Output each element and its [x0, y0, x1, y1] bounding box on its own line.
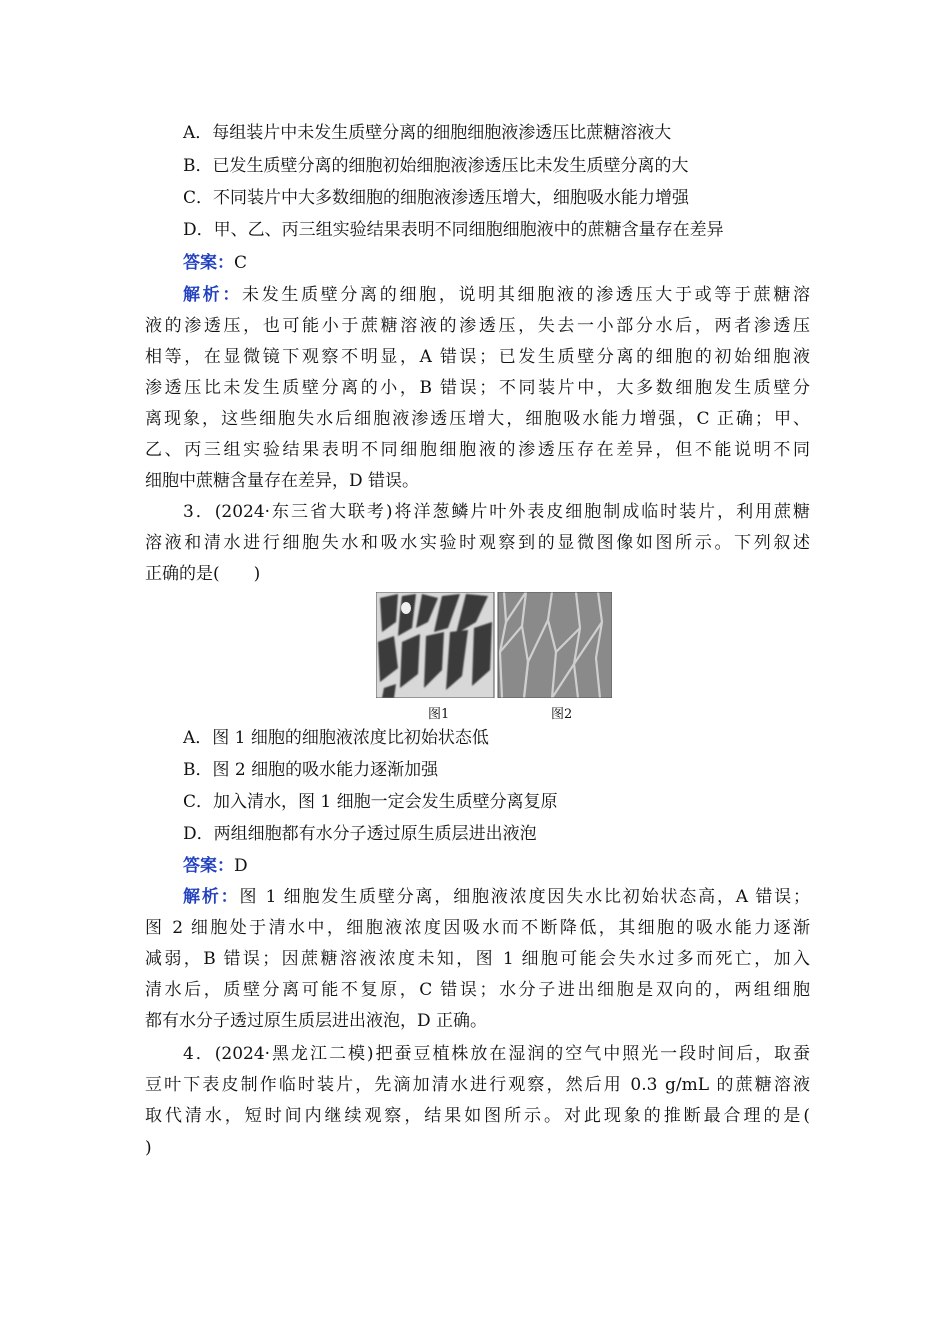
- q2-option-c: C．不同装片中大多数细胞的细胞液渗透压增大，细胞吸水能力增强: [183, 188, 690, 208]
- q3-analysis-line: [183, 887, 810, 907]
- q2-analysis-line: [183, 285, 810, 305]
- q3-option-b: B．图 2 细胞的吸水能力逐渐加强: [183, 760, 439, 780]
- figure2-image: [498, 592, 612, 698]
- answer-label: 答案：: [183, 856, 234, 876]
- q4-stem-line: 4．(2024·黑龙江二模)把蚕豆植株放在湿润的空气中照光一段时间后，取蚕: [183, 1044, 810, 1064]
- q2-option-a: A．每组装片中未发生质壁分离的细胞细胞液渗透压比蔗糖溶液大: [183, 123, 672, 143]
- figure1-caption: 图1: [428, 707, 450, 722]
- q3-analysis-line: 都有水分子透过原生质层进出液泡，D 正确。: [145, 1011, 488, 1031]
- analysis-text: 未发生质壁分离的细胞，说明其细胞液的渗透压大于或等于蔗糖溶: [242, 285, 811, 305]
- analysis-label: 解析：: [183, 887, 240, 907]
- analysis-label: 解析：: [183, 285, 243, 305]
- micrograph-figure: [376, 592, 612, 698]
- q4-stem-line: 豆叶下表皮制作临时装片，先滴加清水进行观察，然后用 0.3 g/mL 的蔗糖溶液: [145, 1075, 810, 1095]
- q2-analysis-line: 乙、丙三组实验结果表明不同细胞细胞液的渗透压存在差异，但不能说明不同: [145, 440, 810, 460]
- q2-analysis-line: 渗透压比未发生质壁分离的小，B 错误；不同装片中，大多数细胞发生质壁分: [145, 378, 810, 398]
- q2-analysis-line: 离现象，这些细胞失水后细胞液渗透压增大，细胞吸水能力增强，C 正确；甲、: [145, 409, 810, 429]
- micrograph-svg: [376, 592, 612, 698]
- q4-stem-line: 取代清水，短时间内继续观察，结果如图所示。对此现象的推断最合理的是(: [145, 1106, 810, 1126]
- q4-stem-line: ): [145, 1138, 152, 1158]
- analysis-text: 图 1 细胞发生质壁分离，细胞液浓度因失水比初始状态高，A 错误；: [239, 887, 811, 907]
- q3-answer: [183, 856, 810, 876]
- q2-option-d: D．甲、乙、丙三组实验结果表明不同细胞细胞液中的蔗糖含量存在差异: [183, 220, 724, 240]
- q3-stem-line: 正确的是( ): [145, 564, 261, 584]
- q2-analysis-line: 相等，在显微镜下观察不明显，A 错误；已发生质壁分离的细胞的初始细胞液: [145, 347, 810, 367]
- q2-answer: [183, 253, 810, 273]
- q2-option-b: B．已发生质壁分离的细胞初始细胞液渗透压比未发生质壁分离的大: [183, 156, 689, 176]
- q3-analysis-line: 清水后，质壁分离可能不复原，C 错误；水分子进出细胞是双向的，两组细胞: [145, 980, 810, 1000]
- answer-value: D: [234, 856, 248, 876]
- figure2-caption: 图2: [551, 707, 573, 722]
- figure1-bubble: [401, 602, 411, 614]
- q3-option-a: A．图 1 细胞的细胞液浓度比初始状态低: [183, 728, 489, 748]
- q3-stem-line: 溶液和清水进行细胞失水和吸水实验时观察到的显微图像如图所示。下列叙述: [145, 533, 810, 553]
- q3-analysis-line: 图 2 细胞处于清水中，细胞液浓度因吸水而不断降低，其细胞的吸水能力逐渐: [145, 918, 810, 938]
- answer-value: C: [234, 253, 248, 273]
- q2-analysis-line: 细胞中蔗糖含量存在差异，D 错误。: [145, 471, 420, 491]
- q3-analysis-line: 减弱，B 错误；因蔗糖溶液浓度未知，图 1 细胞可能会失水过多而死亡，加入: [145, 949, 810, 969]
- q2-analysis-line: 液的渗透压，也可能小于蔗糖溶液的渗透压，失去一小部分水后，两者渗透压: [145, 316, 810, 336]
- q3-option-c: C．加入清水，图 1 细胞一定会发生质壁分离复原: [183, 792, 558, 812]
- q3-option-d: D．两组细胞都有水分子透过原生质层进出液泡: [183, 824, 537, 844]
- figure1-image: [376, 592, 494, 698]
- answer-label: 答案：: [183, 253, 234, 273]
- q3-stem-line: 3．(2024·东三省大联考)将洋葱鳞片叶外表皮细胞制成临时装片，利用蔗糖: [183, 502, 810, 522]
